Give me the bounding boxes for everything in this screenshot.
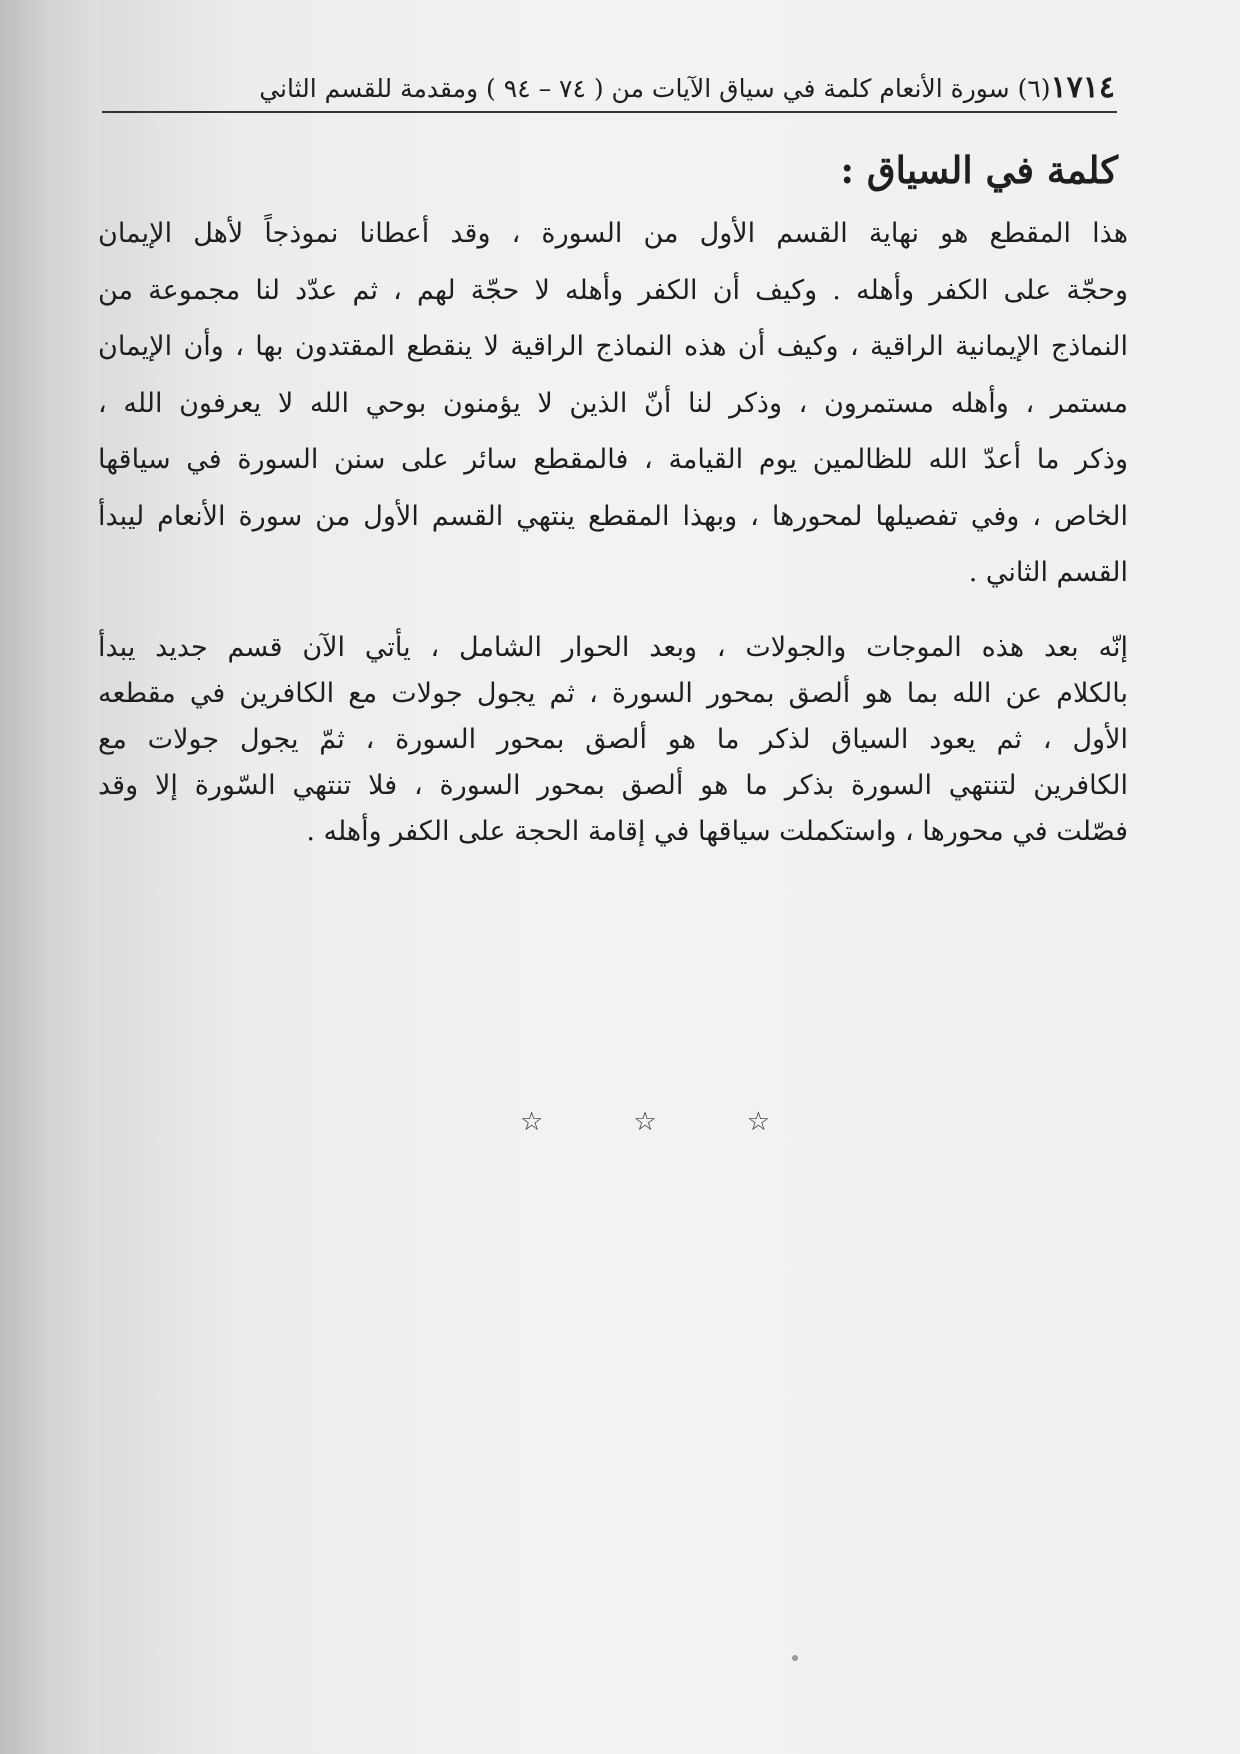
paragraph-1 [98,206,1128,602]
running-header [115,68,1115,109]
paragraph-line: وحجّة على الكفر وأهله . وكيف أن الكفر وأهله لا حجّة لهم ، ثم عدّد لنا مجموعة من [98,274,1128,306]
section-separator [520,1107,770,1137]
scan-speck [792,1655,798,1661]
header-rule [102,111,1117,113]
paragraph-line: الكافرين لتنتهي السورة بذكر ما هو ألصق بمحور السورة ، فلا تنتهي السّورة إلا وقد [98,770,1128,801]
paragraph-line: القسم الثاني . [968,557,1128,588]
paragraph-line: بالكلام عن الله بما هو ألصق بمحور السورة ، ثم يجول جولات مع الكافرين في مقطعه [98,678,1128,709]
star-icon: ☆ [633,1107,657,1137]
section-heading: كلمة في السياق : [840,148,1118,192]
paragraph-line: الخاص ، وفي تفصيلها لمحورها ، وبهذا المقطع ينتهي القسم الأول من سورة الأنعام ليبدأ [98,500,1128,532]
paragraph-2 [98,625,1128,855]
paragraph-line: النماذج الإيمانية الراقية ، وكيف أن هذه النماذج الراقية لا ينقطع المقتدون بها ، وأن الإيمان [98,331,1128,362]
header-title: (٦) سورة الأنعام كلمة في سياق الآيات من ( ٧٤ – ٩٤ ) ومقدمة للقسم الثاني [259,74,1051,103]
paragraph-line: إنّه بعد هذه الموجات والجولات ، وبعد الحوار الشامل ، يأتي الآن قسم جديد يبدأ [98,632,1128,663]
paragraph-line: الأول ، ثم يعود السياق لذكر ما هو ألصق بمحور السورة ، ثمّ يجول جولات مع [98,724,1128,755]
paragraph-line: هذا المقطع هو نهاية القسم الأول من السورة ، وقد أعطانا نموذجاً لأهل الإيمان [98,218,1128,249]
star-icon: ☆ [520,1107,544,1137]
paragraph-line: مستمر ، وأهله مستمرون ، وذكر لنا أنّ الذين لا يؤمنون بوحي الله لا يعرفون الله ، [98,387,1128,419]
paragraph-line: وذكر ما أعدّ الله للظالمين يوم القيامة ، فالمقطع سائر على سنن السورة في سياقها [98,444,1128,475]
star-icon: ☆ [746,1107,770,1137]
page-number: ١٧١٤ [1050,70,1115,105]
paragraph-line: فصّلت في محورها ، واستكملت سياقها في إقامة الحجة على الكفر وأهله . [306,816,1128,847]
